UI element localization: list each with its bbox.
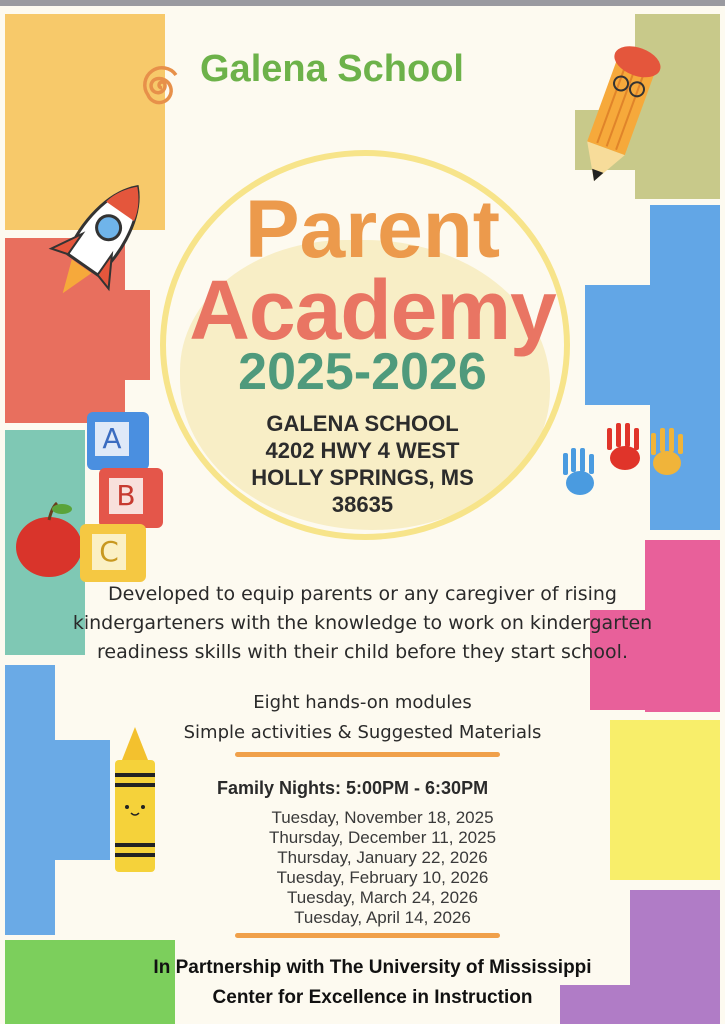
- description-line: readiness skills with their child before they start school.: [96, 641, 629, 663]
- address-line: GALENA SCHOOL: [266, 411, 459, 436]
- abc-block-b: [99, 468, 163, 528]
- date-item: Tuesday, February 10, 2026: [276, 868, 489, 887]
- address-line: 4202 HWY 4 WEST: [265, 438, 460, 463]
- divider-top: [235, 752, 500, 757]
- modules-line: Eight hands-on modules: [253, 692, 472, 713]
- spiral-logo-icon: [138, 62, 186, 112]
- date-item: Tuesday, November 18, 2025: [271, 808, 494, 827]
- window-top-bar: [0, 0, 725, 6]
- title-parent: Parent: [244, 184, 501, 275]
- modules-line: Simple activities & Suggested Materials: [183, 722, 542, 743]
- family-nights-dates: [0, 808, 725, 928]
- divider-bottom: [235, 933, 500, 938]
- partnership-line: In Partnership with The University of Mississippi: [153, 957, 592, 978]
- title-years: 2025-2026: [238, 343, 487, 401]
- handprints-icon: [555, 418, 695, 513]
- abc-block-letter: C: [92, 534, 126, 570]
- partnership: [0, 953, 725, 1013]
- program-description: [0, 580, 725, 667]
- date-item: Tuesday, April 14, 2026: [294, 908, 471, 927]
- address-line: 38635: [331, 492, 394, 517]
- description-line: Developed to equip parents or any caregiver of rising: [108, 583, 617, 605]
- abc-block-letter: B: [109, 478, 143, 514]
- abc-block-letter: A: [95, 422, 129, 456]
- abc-block-a: [87, 412, 149, 470]
- date-item: Thursday, January 22, 2026: [277, 848, 488, 867]
- pencil-character-icon: [570, 40, 665, 190]
- apple-icon: [12, 495, 87, 580]
- address-line: HOLLY SPRINGS, MS: [251, 465, 474, 490]
- title-academy: Academy: [189, 263, 556, 357]
- modules-info: [0, 688, 725, 748]
- family-nights-label: Family Nights: 5:00PM - 6:30PM: [217, 778, 489, 798]
- partnership-line: Center for Excellence in Instruction: [212, 987, 533, 1008]
- date-item: Tuesday, March 24, 2026: [287, 888, 478, 907]
- abc-block-c: [80, 524, 146, 582]
- date-item: Thursday, December 11, 2025: [268, 828, 497, 847]
- school-name: Galena School: [200, 48, 464, 90]
- deco-block-yellow-step: [5, 14, 85, 54]
- description-line: kindergarteners with the knowledge to work on kindergarten: [72, 612, 653, 634]
